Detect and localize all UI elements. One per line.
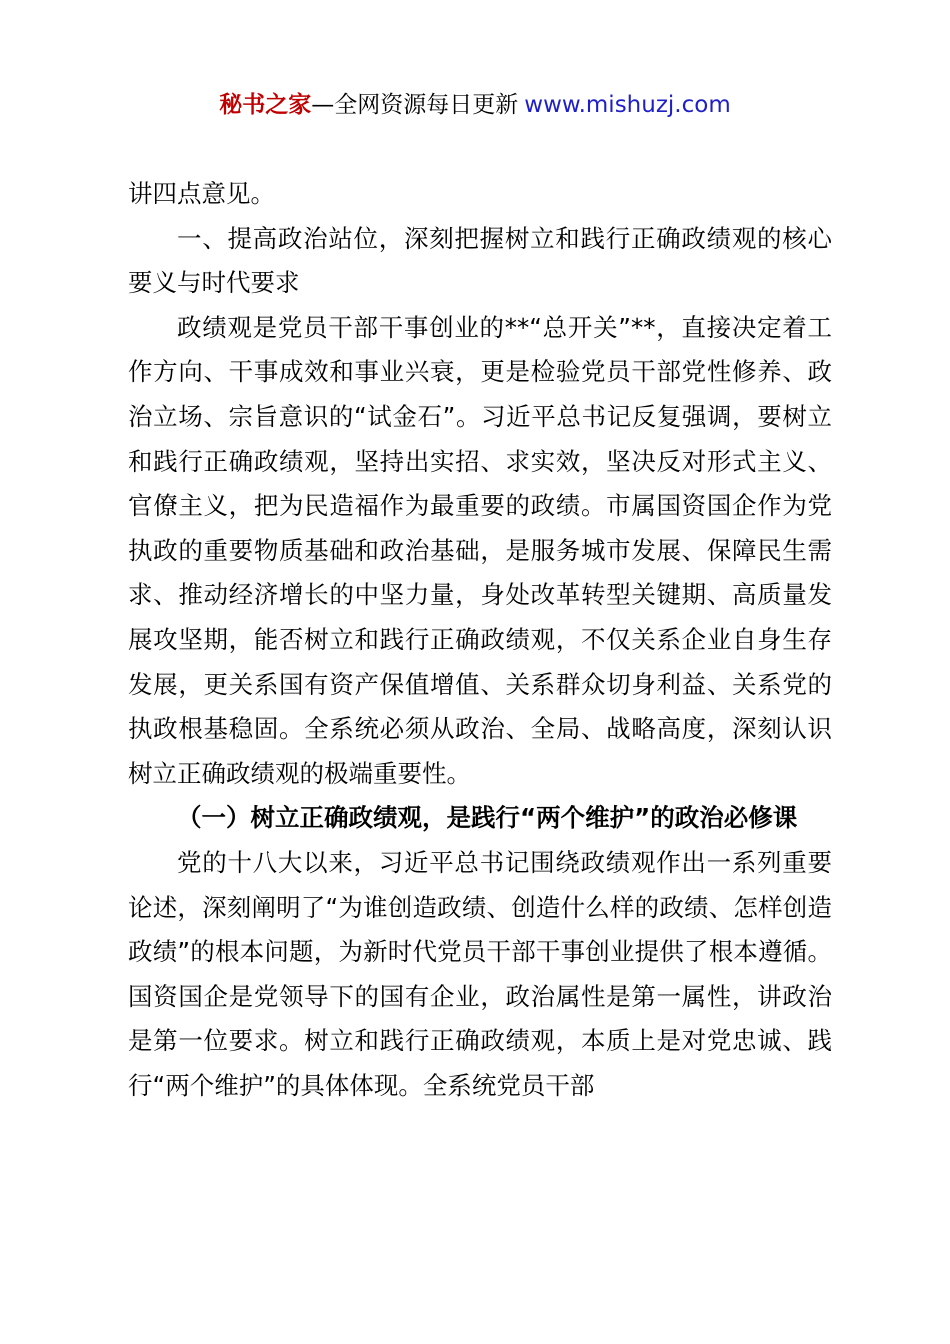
site-url-link[interactable]: www.mishuzj.com <box>524 92 731 118</box>
intro-paragraph: 讲四点意见。 <box>128 179 275 208</box>
body-paragraph-1: 政绩观是党员干部干事创业的**“总开关”**，直接决定着工作方向、干事成效和事业兴衰，更是检验党员干部党性修养、政治立场、宗旨意识的“试金石”。习近平总书记反复强调，要树立和践行正确政绩观，坚持出实招、求实效，坚决反对形式主义、官僚主义，把为民造福作为最重要的政绩。市属国资国企作为党执政的重要物质基础和政治基础，是服务城市发展、保障民生需求、推动经济增长的中坚力量，身处改革转型关键期、高质量发展攻坚期，能否树立和践行正确政绩观，不仅关系企业自身生存发展，更关系国有资产保值增值、关系群众切身利益、关系党的执政根基稳固。全系统必须从政治、全局、战略高度，深刻认识树立正确政绩观的极端重要性。 <box>128 312 832 788</box>
header-dash: — <box>311 92 335 118</box>
section-heading-1: 一、提高政治站位，深刻把握树立和践行正确政绩观的核心要义与时代要求 <box>128 223 832 298</box>
subsection-heading-1: （一）树立正确政绩观，是践行“两个维护”的政治必修课 <box>177 803 798 833</box>
header-tagline: 全网资源每日更新 <box>334 92 519 118</box>
brand-name: 秘书之家 <box>219 92 312 118</box>
document-header <box>0 88 950 122</box>
body-paragraph-2: 党的十八大以来，习近平总书记围绕政绩观作出一系列重要论述，深刻阐明了“为谁创造政绩、创造什么样的政绩、怎样创造政绩”的根本问题，为新时代党员干部干事创业提供了根本遵循。国资国企是党领导下的国有企业，政治属性是第一属性，讲政治是第一位要求。树立和践行正确政绩观，本质上是对党忠诚、践行“两个维护”的具体体现。全系统党员干部 <box>128 847 832 1100</box>
document-body <box>128 172 832 1108</box>
